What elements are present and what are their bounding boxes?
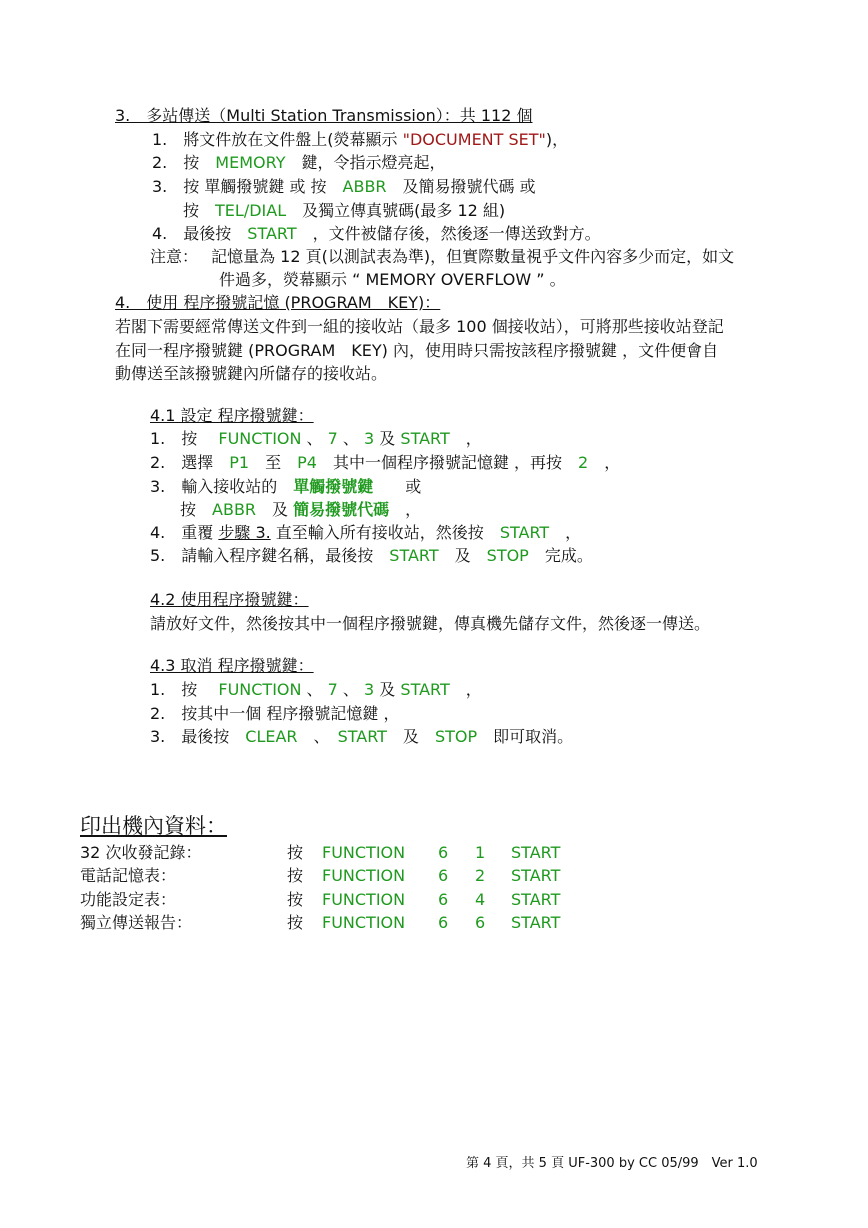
page-footer: 第 4 頁，共 5 頁 UF-300 by CC 05/99 Ver 1.0 [466,1156,758,1171]
sec43-step-2: 2. 按其中一個 程序撥號記憶鍵 ， [150,704,400,723]
stop-key: STOP [434,727,478,746]
sec3-step-4: 4. 最後按 START ，文件被儲存後，然後逐一傳送致對方。 [152,224,601,243]
sec41-title: 4.1 設定 程序撥號鍵： [150,406,314,425]
sec41-step-3: 3. 輸入接收站的 單觸撥號鍵 或 [150,477,422,496]
sec41-step-3-cont: 按 ABBR 及 簡易撥號代碼 ， [180,500,422,519]
memory-key: MEMORY [215,153,286,172]
abbr-key: ABBR [342,177,387,196]
sec4-paragraph-1: 若閣下需要經常傳送文件到一組的接收站（最多 100 個接收站），可將那些接收站登記 [115,317,724,336]
sec43-title: 4.3 取消 程序撥號鍵： [150,656,314,675]
sec3-step-2: 2. 按 MEMORY 鍵，令指示燈亮起， [152,153,446,172]
section-4-title: 4. 使用 程序撥號記憶 (PROGRAM KEY)： [115,293,441,312]
start-key: START [400,680,450,699]
sec41-step-5: 5. 請輸入程序鍵名稱，最後按 START 及 STOP 完成。 [150,546,593,565]
sec42-text: 請放好文件，然後按其中一個程序撥號鍵，傳真機先儲存文件，然後逐一傳送。 [150,614,711,633]
sec41-step-2: 2. 選擇 P1 至 P4 其中一個程序撥號記憶鍵 ，再按 2 ， [150,453,621,472]
tel-dial-key: TEL/DIAL [215,201,287,220]
start-key: START [247,224,297,243]
function-key: FUNCTION [218,680,302,699]
print-heading: 印出機內資料： [80,814,227,838]
sec41-step-4: 4. 重覆 步驟 3. 直至輸入所有接收站，然後按 START ， [150,523,582,542]
sec3-note: 注意： 記憶量為 12 頁(以測試表為準)，但實際數量視乎文件內容多少而定，如文 [150,247,735,266]
document-set-text: "DOCUMENT SET" [402,130,546,149]
sec41-step-1: 1. 按 FUNCTION 、 7 、 3 及 START ， [150,429,482,448]
sec4-paragraph-3: 動傳送至該撥號鍵內所儲存的接收站。 [115,364,388,383]
sec43-step-1: 1. 按 FUNCTION 、 7 、 3 及 START ， [150,680,482,699]
sec43-step-3: 3. 最後按 CLEAR 、 START 及 STOP 即可取消。 [150,727,574,746]
section-3-title: 3. 多站傳送（Multi Station Transmission）：共 112 個 [115,106,533,125]
sec3-step-3: 3. 按 單觸撥號鍵 或 按 ABBR 及簡易撥號代碼 或 [152,177,536,196]
sec3-step-1: 1. 將文件放在文件盤上(熒幕顯示 "DOCUMENT SET")， [152,130,569,149]
sec42-title: 4.2 使用程序撥號鍵： [150,590,309,609]
sec3-note-cont: 件過多，熒幕顯示 “ MEMORY OVERFLOW ” 。 [219,270,566,289]
function-key: FUNCTION [218,429,302,448]
sec4-paragraph-2: 在同一程序撥號鍵 (PROGRAM KEY) 內，使用時只需按該程序撥號鍵 ，文件便會自 [115,341,719,360]
start-key: START [400,429,450,448]
sec3-step-3-cont: 按 TEL/DIAL 及獨立傳真號碼(最多 12 組) [183,201,506,220]
clear-key: CLEAR [245,727,298,746]
